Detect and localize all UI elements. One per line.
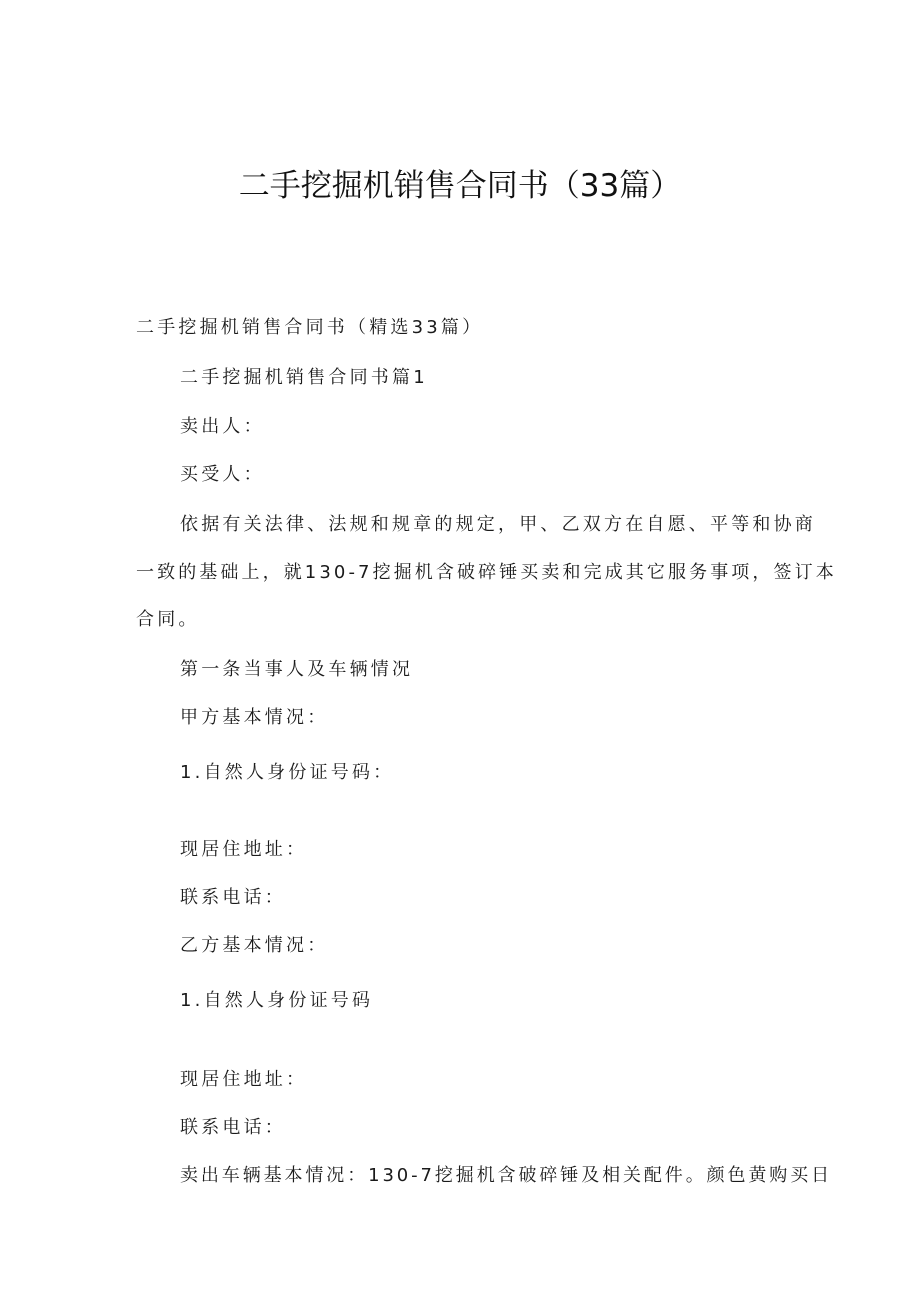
intro-paragraph-line-3: 合同。 bbox=[136, 609, 200, 630]
party-a-phone: 联系电话： bbox=[180, 887, 286, 908]
party-a-address: 现居住地址： bbox=[180, 839, 308, 860]
party-b-heading: 乙方基本情况： bbox=[180, 935, 329, 956]
party-b-id-number: 1.自然人身份证号码 bbox=[180, 990, 374, 1011]
seller-label: 卖出人： bbox=[180, 416, 265, 437]
party-b-phone: 联系电话： bbox=[180, 1117, 286, 1138]
article-1-title: 第一条当事人及车辆情况 bbox=[180, 659, 414, 680]
document-subtitle: 二手挖掘机销售合同书（精选33篇） bbox=[136, 317, 484, 338]
intro-paragraph-line-2: 一致的基础上，就130-7挖掘机含破碎锤买卖和完成其它服务事项，签订本 bbox=[136, 562, 837, 583]
party-a-id-number: 1.自然人身份证号码： bbox=[180, 762, 395, 783]
intro-paragraph-line-1: 依据有关法律、法规和规章的规定，甲、乙双方在自愿、平等和协商 bbox=[180, 514, 816, 535]
buyer-label: 买受人： bbox=[180, 464, 265, 485]
party-b-address: 现居住地址： bbox=[180, 1069, 308, 1090]
party-a-heading: 甲方基本情况： bbox=[180, 707, 329, 728]
vehicle-info: 卖出车辆基本情况：130-7挖掘机含破碎锤及相关配件。颜色黄购买日 bbox=[180, 1165, 833, 1186]
section-heading: 二手挖掘机销售合同书篇1 bbox=[180, 367, 428, 388]
document-title: 二手挖掘机销售合同书（33篇） bbox=[238, 168, 682, 204]
